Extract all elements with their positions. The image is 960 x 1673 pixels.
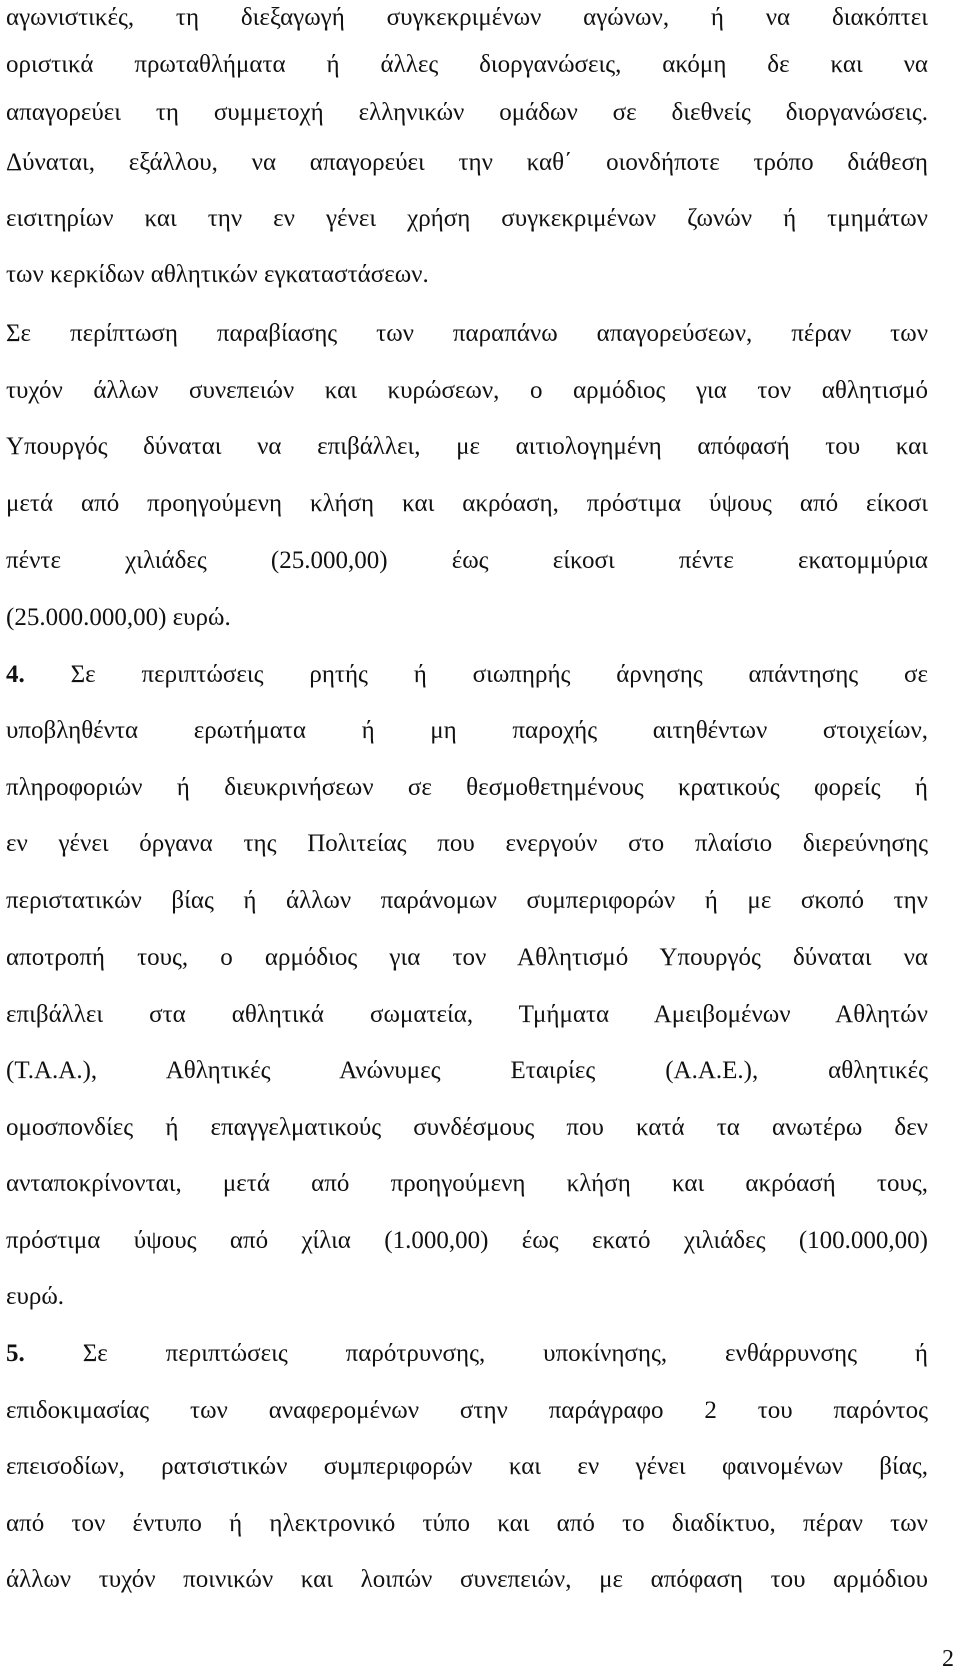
- text-line: υποβληθέντα ερωτήματα ή μη παροχής αιτηθέντων στοιχείων,: [6, 717, 928, 744]
- text-line: Σε περίπτωση παραβίασης των παραπάνω απαγορεύσεων, πέραν των: [6, 320, 928, 347]
- text-line: επιβάλλει στα αθλητικά σωματεία, Τμήματα Αμειβομένων Αθλητών: [6, 1001, 928, 1028]
- text-line: 4. Σε περιπτώσεις ρητής ή σιωπηρής άρνησης απάντησης σε: [6, 661, 929, 688]
- text-line: αποτροπή τους, ο αρμόδιος για τον Αθλητισμό Υπουργός δύναται να: [6, 944, 928, 971]
- text-line: Υπουργός δύναται να επιβάλλει, με αιτιολογημένη απόφασή του και: [6, 433, 928, 460]
- text-line: ανταποκρίνονται, μετά από προηγούμενη κλήση και ακρόασή τους,: [6, 1170, 928, 1197]
- paragraph-number: 4.: [6, 661, 25, 688]
- text-line: τυχόν άλλων συνεπειών και κυρώσεων, ο αρμόδιος για τον αθλητισμό: [6, 377, 928, 404]
- text-line: των κερκίδων αθλητικών εγκαταστάσεων.: [6, 261, 429, 288]
- text-line: επεισοδίων, ρατσιστικών συμπεριφορών και εν γένει φαινομένων βίας,: [6, 1453, 928, 1480]
- text-line: από τον έντυπο ή ηλεκτρονικό τύπο και από το διαδίκτυο, πέραν των: [6, 1510, 928, 1537]
- text-line: περιστατικών βίας ή άλλων παράνομων συμπεριφορών ή με σκοπό την: [6, 887, 928, 914]
- text-line: οριστικά πρωταθλήματα ή άλλες διοργανώσεις, ακόμη δε και να: [6, 51, 928, 78]
- text-line: μετά από προηγούμενη κλήση και ακρόαση, πρόστιμα ύψους από είκοσι: [6, 490, 928, 517]
- text-line: 5. Σε περιπτώσεις παρότρυνσης, υποκίνησης, ενθάρρυνσης ή: [6, 1340, 928, 1367]
- paragraph-number: 5.: [6, 1340, 25, 1367]
- text-line: ευρώ.: [6, 1283, 65, 1310]
- text-line: πέντε χιλιάδες (25.000,00) έως είκοσι πέντε εκατομμύρια: [6, 547, 928, 574]
- text-line: ομοσπονδίες ή επαγγελματικούς συνδέσμους που κατά τα ανωτέρω δεν: [6, 1114, 928, 1141]
- text-line: εν γένει όργανα της Πολιτείας που ενεργούν στο πλαίσιο διερεύνησης: [6, 830, 928, 857]
- text-line: πληροφοριών ή διευκρινήσεων σε θεσμοθετημένους κρατικούς φορείς ή: [6, 774, 928, 801]
- text-line: (25.000.000,00) ευρώ.: [6, 604, 231, 631]
- text-line: άλλων τυχόν ποινικών και λοιπών συνεπειών, με απόφαση του αρμόδιου: [6, 1566, 928, 1593]
- text-line: Δύναται, εξάλλου, να απαγορεύει την καθ΄ οιονδήποτε τρόπο διάθεση: [6, 149, 928, 176]
- text-line: πρόστιμα ύψους από χίλια (1.000,00) έως εκατό χιλιάδες (100.000,00): [6, 1227, 928, 1254]
- text-line: επιδοκιμασίας των αναφερομένων στην παράγραφο 2 του παρόντος: [6, 1397, 928, 1424]
- text-line: απαγορεύει τη συμμετοχή ελληνικών ομάδων σε διεθνείς διοργανώσεις.: [6, 99, 928, 126]
- text-line: (Τ.Α.Α.), Αθλητικές Ανώνυμες Εταιρίες (Α.Α.Ε.), αθλητικές: [6, 1057, 928, 1084]
- text-line: εισιτηρίων και την εν γένει χρήση συγκεκριμένων ζωνών ή τμημάτων: [6, 205, 928, 232]
- page-number: 2: [942, 1646, 954, 1672]
- text-line: αγωνιστικές, τη διεξαγωγή συγκεκριμένων αγώνων, ή να διακόπτει: [6, 4, 928, 31]
